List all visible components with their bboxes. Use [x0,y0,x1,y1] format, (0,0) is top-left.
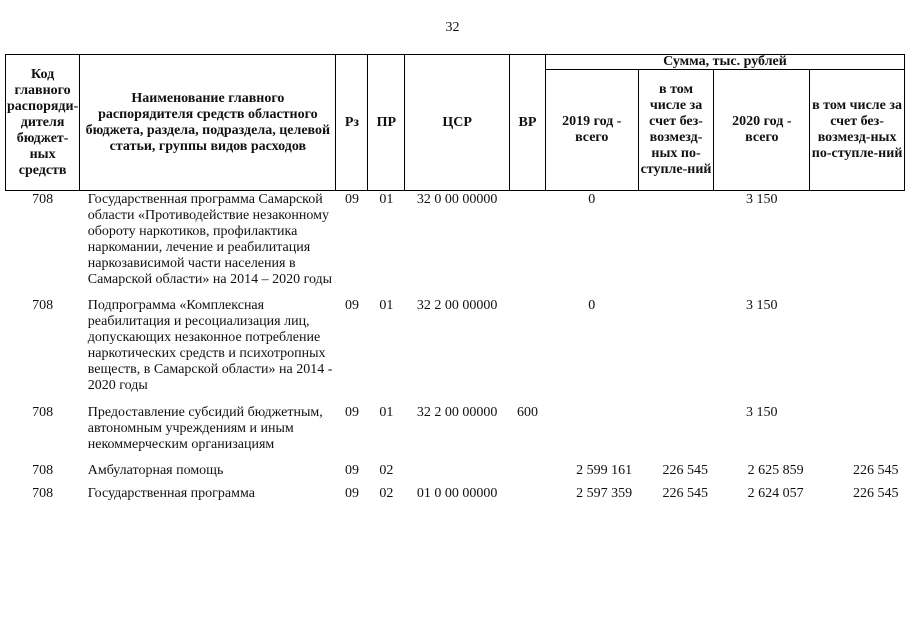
table-row [6,298,905,405]
cell-pr: 01 [379,298,394,313]
table-row [6,405,905,463]
cell-pr: 01 [379,192,394,207]
cell-pr: 02 [379,486,394,501]
budget-table [5,54,905,502]
cell-name: Предоставление субсидий бюджетным, автономным учреждениям и иным некоммерческим организациям [87,405,323,452]
cell-2020-total: 3 150 [746,192,778,207]
cell-vr [509,486,545,502]
cell-code: 708 [32,405,54,420]
cell-2020-total: 3 150 [746,405,778,420]
header-rz: Рз [336,55,368,191]
cell-name: Государственная программа [87,486,255,501]
header-sum: Сумма, тыс. рублей [545,55,904,70]
cell-2019-gratuitous [638,191,714,299]
cell-csr: 32 2 00 00000 [416,405,498,420]
cell-name: Подпрограмма «Комплексная реабилитация и ресоциализация лиц, допускающих незаконное потребление наркотических средств и психотропных веществ, в Самарской области» на 2014 - 2020 годы [87,298,333,393]
cell-2020-gratuitous [810,298,905,405]
table-row [6,463,905,486]
cell-pr: 02 [379,463,394,478]
table-header [6,55,905,191]
cell-2019-total: 0 [588,298,596,313]
page-number: 32 [445,20,460,35]
cell-2020-gratuitous: 226 545 [853,486,899,501]
cell-2019-gratuitous [638,298,714,405]
cell-2020-total: 2 625 859 [747,463,804,478]
cell-2019-total: 0 [588,192,596,207]
cell-2020-total: 3 150 [746,298,778,313]
table-row [6,486,905,502]
cell-code: 708 [32,463,54,478]
header-vr: ВР [509,55,545,191]
table-body [6,191,905,503]
cell-csr: 01 0 00 00000 [416,486,498,501]
cell-vr [509,191,545,299]
cell-rz: 09 [344,463,359,478]
cell-2020-gratuitous [810,191,905,299]
header-2019-total: 2019 год - всего [545,70,638,191]
cell-name: Амбулаторная помощь [87,463,224,478]
cell-2019-total: 2 597 359 [576,486,633,501]
header-code: Код главного распоряди-дителя бюджет-ных средств [6,55,80,191]
cell-csr: 32 2 00 00000 [416,298,498,313]
cell-2019-gratuitous: 226 545 [662,486,708,501]
cell-vr [509,463,545,486]
header-pr: ПР [368,55,405,191]
cell-2019-total: 2 599 161 [576,463,633,478]
cell-2020-gratuitous [810,405,905,463]
header-2020-gratuitous: в том числе за счет без-возмезд-ных по-ступле-ний [810,70,905,191]
cell-rz: 09 [344,405,359,420]
header-csr: ЦСР [405,55,510,191]
cell-2019-total [545,405,638,463]
cell-rz: 09 [344,486,359,501]
cell-csr: 32 0 00 00000 [416,192,498,207]
cell-2020-total: 2 624 057 [747,486,804,501]
header-name: Наименование главного распорядителя средств областного бюджета, раздела, подраздела, целевой статьи, группы видов расходов [80,55,336,191]
header-2019-gratuitous: в том числе за счет без-возмезд-ных по-ступле-ний [638,70,714,191]
cell-csr [405,463,510,486]
cell-pr: 01 [379,405,394,420]
cell-2019-gratuitous: 226 545 [662,463,708,478]
cell-vr [509,298,545,405]
cell-vr: 600 [516,405,538,420]
cell-code: 708 [32,298,54,313]
cell-code: 708 [32,486,54,501]
cell-code: 708 [32,192,54,207]
cell-name: Государственная программа Самарской области «Противодействие незаконному обороту наркотиков, профилактика наркомании, лечение и реабилитация наркозависимой части населения в Самарской области» на 2014 – 2020 годы [87,192,333,287]
cell-rz: 09 [344,192,359,207]
header-2020-total: 2020 год - всего [714,70,810,191]
cell-2019-gratuitous [638,405,714,463]
cell-rz: 09 [344,298,359,313]
table-row [6,191,905,299]
cell-2020-gratuitous: 226 545 [853,463,899,478]
